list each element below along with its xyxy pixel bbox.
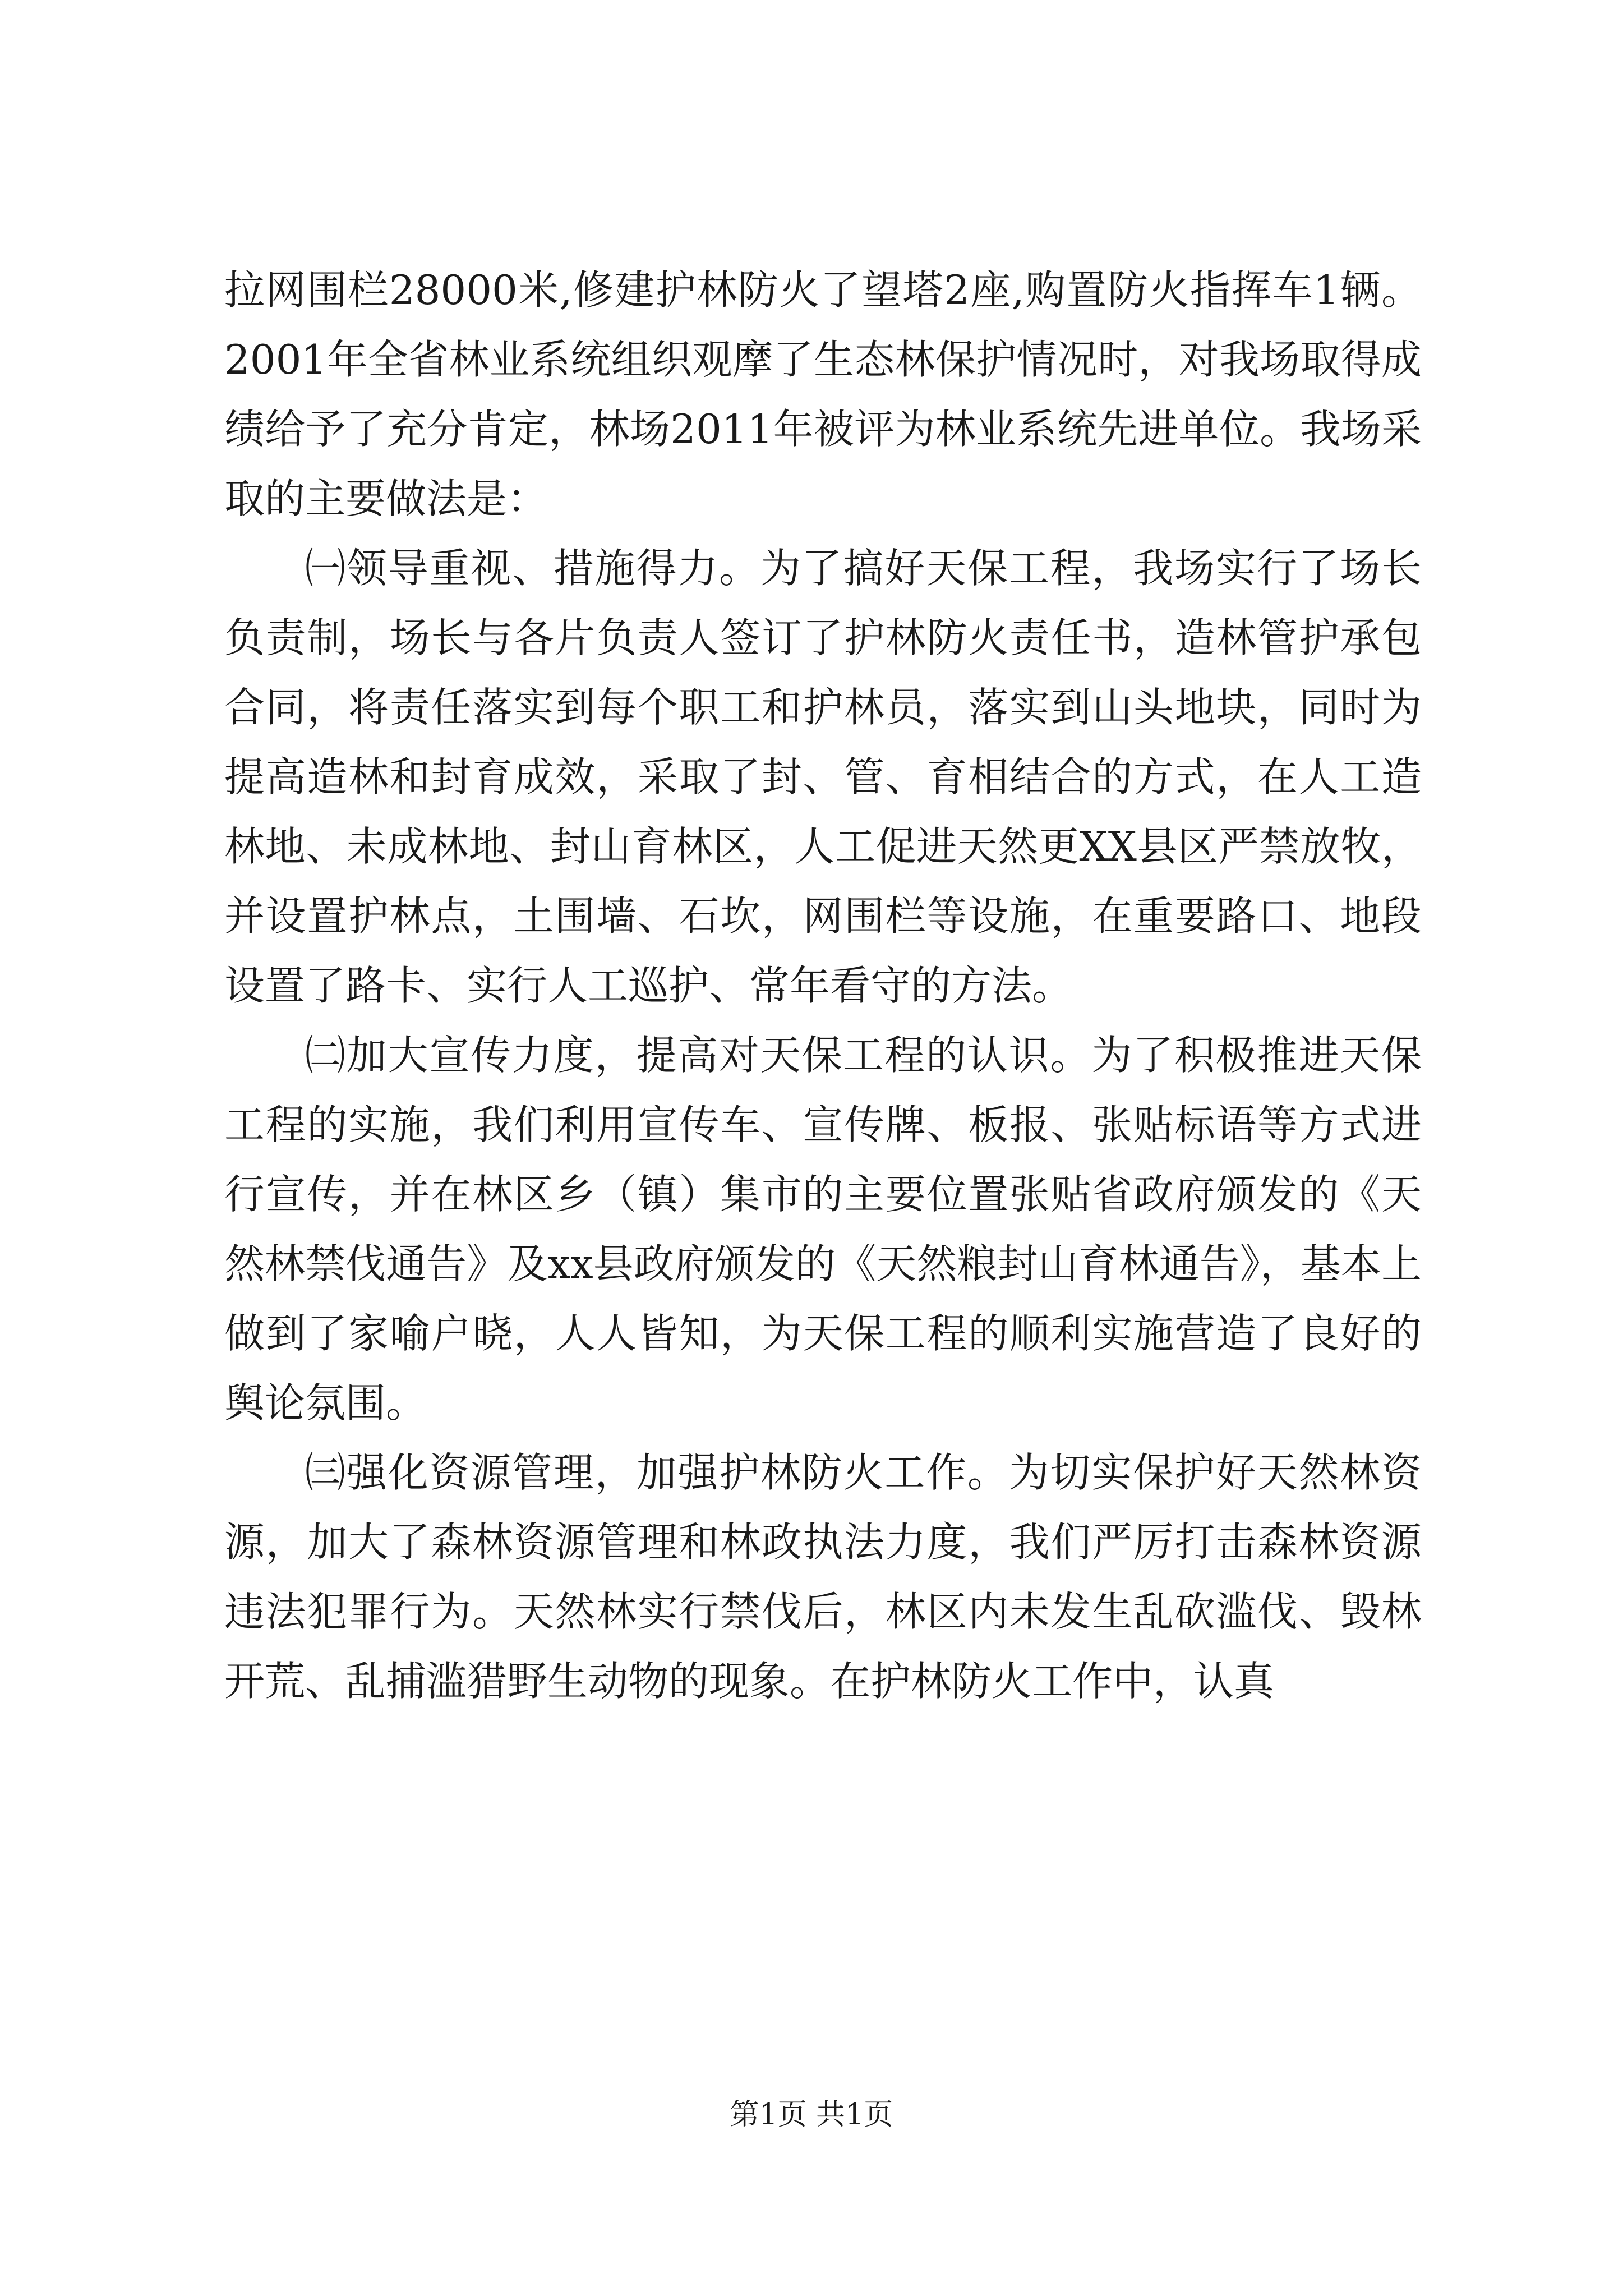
paragraph-section-2: ㈡加大宣传力度，提高对天保工程的认识。为了积极推进天保工程的实施，我们利用宣传车、宣传牌、板报、张贴标语等方式进行宣传，并在林区乡（镇）集市的主要位置张贴省政府颁发的《天然林禁伐通告》及xx县政府颁发的《天然粮封山育林通告》，基本上做到了家喻户晓，人人皆知，为天保工程的顺利实施营造了良好的舆论氛围。 [224,1032,1422,1427]
page-footer [0,2095,1623,2134]
paragraph-section-1: ㈠领导重视、措施得力。为了搞好天保工程，我场实行了场长负责制，场长与各片负责人签订了护林防火责任书，造林管护承包合同，将责任落实到每个职工和护林员，落实到山头地块，同时为提高造林和封育成效，采取了封、管、育相结合的方式，在人工造林地、未成林地、封山育林区，人工促进天然更XX县区严禁放牧，并设置护林点，土围墙、石坎，网围栏等设施，在重要路口、地段设置了路卡、实行人工巡护、常年看守的方法。 [224,545,1422,1009]
page-number-label: 第1页 共1页 [730,2098,893,2132]
paragraph-section-3: ㈢强化资源管理，加强护林防火工作。为切实保护好天然林资源，加大了森林资源管理和林政执法力度，我们严厉打击森林资源违法犯罪行为。天然林实行禁伐后，林区内未发生乱砍滥伐、毁林开荒、乱捕滥猎野生动物的现象。在护林防火工作中，认真 [224,1449,1422,1705]
paragraph-intro: 拉网围栏28000米,修建护林防火了望塔2座,购置防火指挥车1辆。2001年全省林业系统组织观摩了生态林保护情况时，对我场取得成绩给予了充分肯定，林场2011年被评为林业系统先进单位。我场采取的主要做法是： [224,266,1422,522]
document-body [224,255,1422,1716]
